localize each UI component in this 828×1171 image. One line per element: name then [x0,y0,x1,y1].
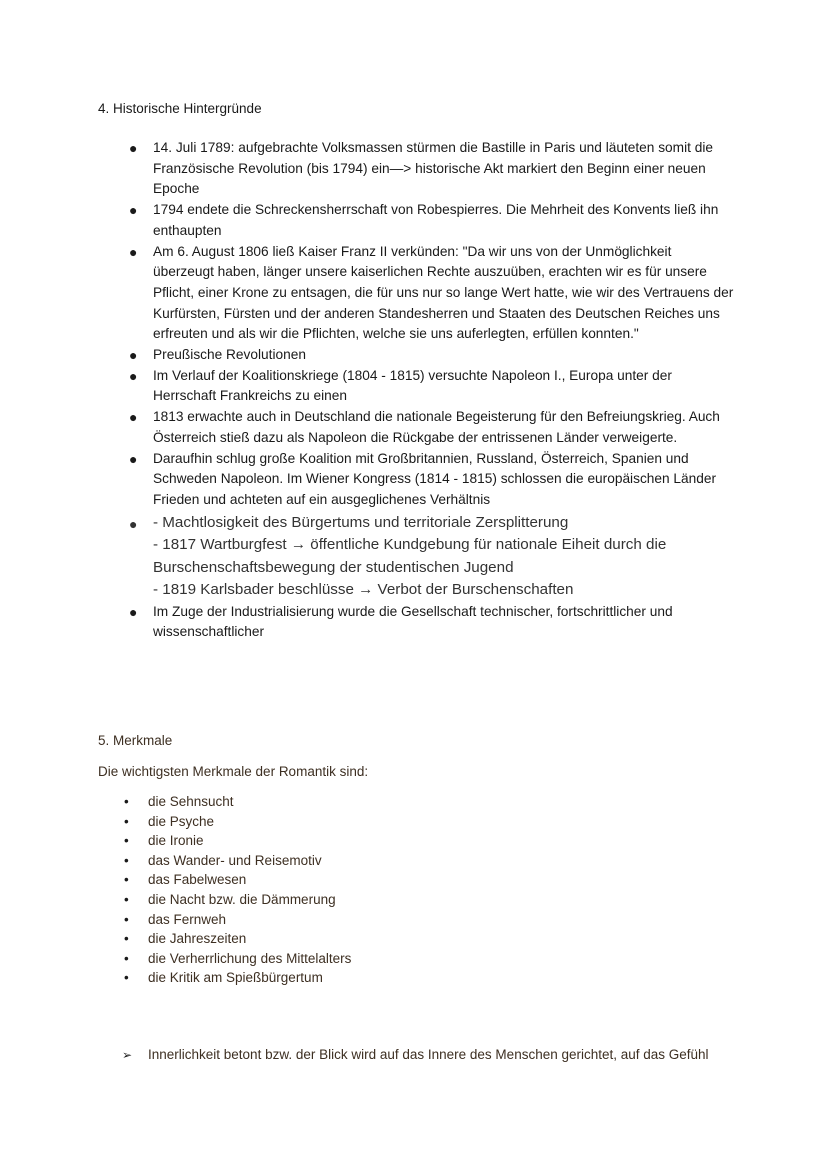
section-heading-historische-hintergruende: 4. Historische Hintergründe [98,101,262,116]
merkmal-text: die Nacht bzw. die Dämmerung [148,891,336,907]
merkmal-item [122,792,351,812]
sub-line-wartburgfest: - 1817 Wartburgfest → öffentliche Kundgebung für nationale Eiheit durch die Burschenschaftsbewegung der studentischen Jugend [153,536,667,576]
bullet-icon: ● [129,603,138,620]
list-item [126,602,736,643]
list-item-text: Im Zuge der Industrialisierung wurde die Gesellschaft technischer, fortschrittlicher und wissenschaftlicher [153,603,673,640]
merkmal-text: die Kritik am Spießbürgertum [148,970,323,986]
bullet-icon: • [124,911,129,927]
bullet-icon: • [124,950,129,966]
merkmal-text: die Sehnsucht [148,794,234,809]
list-item [126,345,736,366]
historical-background-list [126,138,736,643]
bullet-icon: ● [129,367,138,384]
list-item-text: 1813 erwachte auch in Deutschland die nationale Begeisterung für den Befreiungskrieg. Auch Österreich stieß dazu als Napoleon die Rückgabe der entrissenen Länder verweigerte. [153,409,720,445]
merkmal-text: das Wander- und Reisemotiv [148,852,322,868]
list-item-text: Im Verlauf der Koalitionskriege (1804 - 1815) versuchte Napoleon I., Europa unter der Herrschaft Frankreichs zu einen [153,367,672,404]
bullet-icon: ● [129,243,138,260]
merkmal-text: die Verherrlichung des Mittelalters [148,950,352,966]
list-item-text: Daraufhin schlug große Koalition mit Großbritannien, Russland, Österreich, Spanien und Schweden Napoleon. Im Wiener Kongress (1814 - 1815) schlossen die europäischen Länder Frieden und achteten auf ein ausgeglichenes Verhältnis [153,450,717,507]
bullet-icon: ● [129,450,138,467]
merkmal-text: die Psyche [148,813,215,829]
bullet-icon: • [124,872,129,888]
section-heading-merkmale: 5. Merkmale [98,733,173,748]
arrow-bullet-icon: ➢ [122,1048,133,1062]
list-item-text: 1794 endete die Schreckensherrschaft von Robespierres. Die Mehrheit des Konvents ließ ihn enthaupten [153,202,719,238]
merkmal-item [122,949,351,969]
list-item-text: 14. Juli 1789: aufgebrachte Volksmassen stürmen die Bastille in Paris und läuteten somit die Französische Revolution (bis 1794) ein—> historische Akt markiert den Beginn einer neuen Epoche [153,140,713,197]
sub-line-machtlosigkeit: - Machtlosigkeit des Bürgertums und territoriale Zersplitterung [153,513,569,531]
list-item [126,407,736,448]
merkmal-text: das Fabelwesen [148,872,247,888]
bullet-icon: ● [129,347,138,364]
merkmal-text: die Ironie [148,833,204,849]
merkmale-intro: Die wichtigsten Merkmale der Romantik sind: [98,764,369,779]
list-item-text: Preußische Revolutionen [153,347,306,363]
merkmal-text: das Fernweh [148,911,227,927]
merkmal-item [122,851,351,871]
merkmal-item [122,890,351,910]
merkmal-item [122,870,351,890]
bullet-icon: • [124,970,129,986]
sub-line-karlsbader: - 1819 Karlsbader beschlüsse → Verbot der Burschenschaften [153,581,574,599]
bullet-icon: • [124,931,129,947]
list-item-text: Am 6. August 1806 ließ Kaiser Franz II verkünden: "Da wir uns von der Unmöglichkeit überzeugt haben, länger unsere kaiserlichen Rechte auszuüben, erachten wir es für unsere Pflicht, einer Krone zu entsagen, die für uns nur so lange Wert hatte, wie wir des Vertrauens der Kurfürsten, Fürsten und der anderen Standesherren und Staaten des Deutschen Reiches uns erfreuten und als wir die Pflichten, welche sie uns auferlegten, erfüllen konnten." [153,243,734,342]
bullet-icon: • [124,891,129,907]
innerlichkeit-text: Innerlichkeit betont bzw. der Blick wird auf das Innere des Menschen gerichtet, auf das Gefühl [148,1047,709,1062]
bullet-icon: • [124,813,129,829]
list-item [126,449,736,511]
list-item-restoration [126,512,736,602]
bullet-icon: • [124,852,129,868]
list-item [126,242,736,346]
bullet-icon: ● [129,515,138,532]
merkmal-item [122,968,351,988]
bullet-icon: ● [129,202,138,219]
bullet-icon: • [124,833,129,849]
list-item [126,200,736,241]
bullet-icon: ● [129,409,138,426]
merkmal-item [122,831,351,851]
bullet-icon: ● [129,140,138,156]
merkmal-item [122,812,351,832]
innerlichkeit-note [122,1045,748,1066]
merkmal-item [122,910,351,930]
merkmal-text: die Jahreszeiten [148,931,247,947]
list-item [126,138,736,200]
merkmal-item [122,929,351,949]
bullet-icon: • [124,794,129,809]
list-item [126,366,736,407]
merkmale-list [122,792,351,988]
